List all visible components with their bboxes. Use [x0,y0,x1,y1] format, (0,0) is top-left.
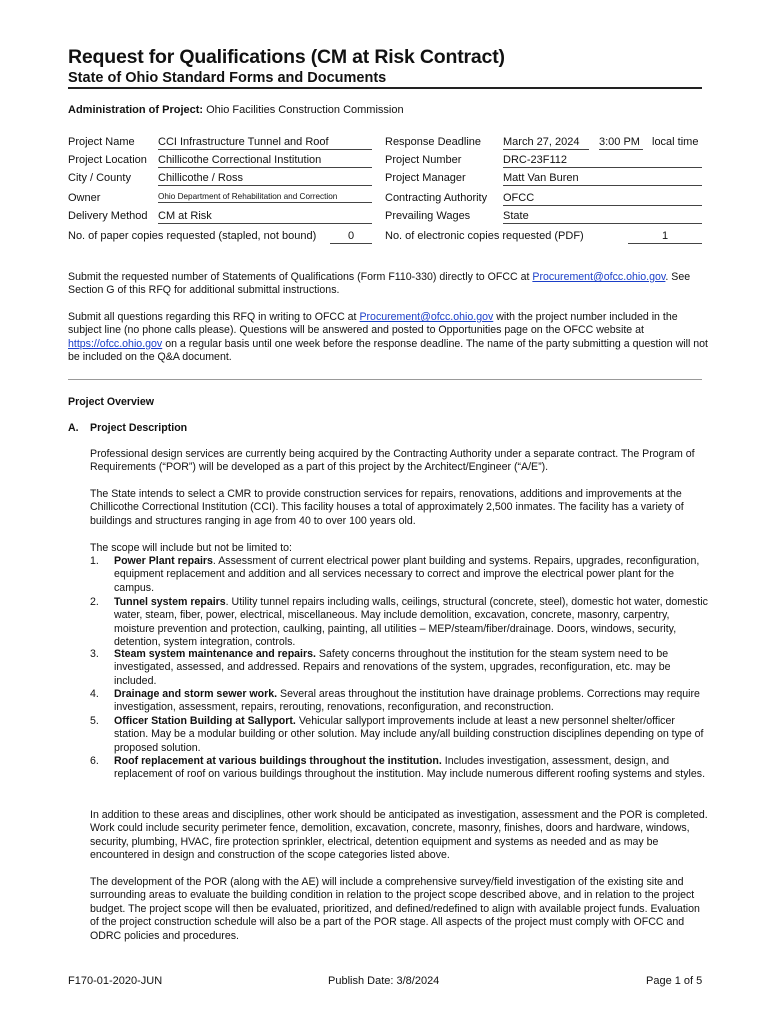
scope-item-title: Steam system maintenance and repairs. [114,648,316,660]
questions-email-link[interactable]: Procurement@ofcc.ohio.gov [359,311,494,323]
response-deadline-timezone: local time [652,136,699,148]
scope-item-text [114,688,710,715]
owner-label: Owner [68,192,101,204]
city-county-label: City / County [68,172,131,184]
scope-item-title: Roof replacement at various buildings throughout the institution. [114,755,442,767]
scope-item-title: Officer Station Building at Sallyport. [114,715,296,727]
scope-item-number: 1. [90,555,99,567]
project-name-label: Project Name [68,136,135,148]
project-manager-value: Matt Van Buren [503,172,702,186]
procurement-email-link[interactable]: Procurement@ofcc.ohio.gov [532,271,666,283]
section-title: Project Description [90,422,188,434]
project-description-heading [68,422,708,435]
paper-copies-label: No. of paper copies requested (stapled, not bound) [68,230,317,242]
scope-item-number: 5. [90,715,99,727]
scope-item-number: 3. [90,648,99,660]
document-subtitle: State of Ohio Standard Forms and Documents [68,70,387,86]
administration-line [68,104,404,116]
submission-text-a: Submit the requested number of Statements of Qualifications (Form F110-330) directly to OFCC at [68,271,530,283]
description-paragraph-1: Professional design services are currently being acquired by the Contracting Authority under a separate contract. The Program of Requirements (“POR”) will be developed as a part of this project by the Architect/Engineer (“A/E”). [90,448,695,474]
scope-item-title: Power Plant repairs [114,555,213,567]
contracting-authority-value: OFCC [503,192,702,206]
description-paragraph-4: The development of the POR (along with the AE) will include a comprehensive survey/field investigation of the existing site and surrounding areas to evaluate the building condition in relation to the project scope described above, and in relation to the project budget. The project scope will then be evaluated, prioritized, and defined/redefined to align with available project funds. Evaluation of the project construction schedule will also be a part of the POR stage. All aspects of the project must comply with OFCC and ODRC policies and procedures. [90,876,700,942]
scope-item-body: Includes investigation, assessment, design, and replacement of roof on various buildings throughout the institution. May include numerous different roofing systems and styles. [114,755,706,781]
response-deadline-label: Response Deadline [385,136,482,148]
form-id: F170-01-2020-JUN [68,975,163,987]
questions-paragraph [68,311,708,365]
scope-item-text [114,596,710,650]
contracting-authority-label: Contracting Authority [385,192,488,204]
section-letter: A. [68,422,79,434]
submission-text-b: . See Section G of this RFQ for additional submittal instructions. [68,271,691,297]
city-county-value: Chillicothe / Ross [158,172,372,186]
response-deadline-time: 3:00 PM [599,136,643,150]
scope-item-body: Vehicular sallyport improvements include at least a new personnel shelter/officer station. May be a modular building or other solution. May include any/all building construction disciplines depending on type of proposed solution. [114,715,704,754]
prevailing-wages-label: Prevailing Wages [385,210,471,222]
project-location-label: Project Location [68,154,147,166]
scope-item-body: . Utility tunnel repairs including walls, ceilings, structural (concrete, steel), domestic hot water, domestic water, steam, fiber, power, electrical, miscellaneous. May include demolition, excavation, concrete, masonry, carpentry, moisture prevention and protection, caulking, painting, all utilities – MEP/steam/fiber/drainage. Doors, windows, security, detention, system integration, controls. [114,596,708,649]
administration-label: Administration of Project: [68,104,204,116]
response-deadline-date: March 27, 2024 [503,136,589,150]
scope-item-text [114,715,710,755]
electronic-copies-value: 1 [628,230,702,244]
project-manager-label: Project Manager [385,172,466,184]
scope-item-number: 6. [90,755,99,767]
questions-text-b: with the project number included in the subject line (no phone calls please). Questions will be answered and posted to Opportunities page on the OFCC website at [68,311,678,337]
scope-item-body: Several areas throughout the institution have drainage problems. Corrections may require investigation, assessment, repairs, rerouting, renovations, reconfiguration, and reconstruction. [114,688,700,714]
project-overview-heading: Project Overview [68,396,154,408]
scope-item-title: Tunnel system repairs [114,596,226,608]
prevailing-wages-value: State [503,210,702,224]
scope-item-text [114,755,710,782]
scope-item-body: . Assessment of current electrical power plant building and systems. Repairs, upgrades, reconfiguration, equipment replacement and addition and all services necessary to correct and improve the electrical power plant for the campus. [114,555,700,594]
project-number-value: DRC-23F112 [503,154,702,168]
paper-copies-value: 0 [330,230,372,244]
scope-item-number: 2. [90,596,99,608]
electronic-copies-label: No. of electronic copies requested (PDF) [385,230,584,242]
publish-date: Publish Date: 3/8/2024 [328,975,440,987]
description-paragraph-2: The State intends to select a CMR to provide construction services for repairs, renovations, additions and improvements at the Chillicothe Correctional Institution (CCI). This facility houses a total of approximately 2,500 inmates. The facility has a variety of buildings and structures ranging in age from 40 to over 100 years old. [90,488,684,527]
project-number-label: Project Number [385,154,462,166]
project-location-value: Chillicothe Correctional Institution [158,154,372,168]
document-title: Request for Qualifications (CM at Risk Contract) [68,46,505,68]
delivery-method-value: CM at Risk [158,210,372,224]
administration-value: Ohio Facilities Construction Commission [206,104,404,116]
owner-value: Ohio Department of Rehabilitation and Correction [158,192,372,203]
questions-text-a: Submit all questions regarding this RFQ in writing to OFCC at [68,311,357,323]
scope-item-text [114,648,710,688]
description-paragraph-3: In addition to these areas and disciplines, other work should be anticipated as investigation, assessment and the POR is completed. Work could include security perimeter fence, demolition, excavation, concrete, masonry, finishes, doors and hardware, windows, security, plumbing, HVAC, fire protection sprinkler, electrical, detention equipment and systems as needed and as may be encountered in design and construction of the scope categories listed above. [90,809,708,862]
project-name-value: CCI Infrastructure Tunnel and Roof [158,136,372,150]
scope-intro: The scope will include but not be limited to: [90,542,292,554]
submission-paragraph [68,271,708,298]
page-number: Page 1 of 5 [646,975,703,987]
ofcc-website-link[interactable]: https://ofcc.ohio.gov [68,337,163,350]
scope-item-text [114,555,710,595]
scope-item-number: 4. [90,688,99,700]
title-divider [68,87,702,89]
section-divider [68,379,702,380]
scope-item-body: Safety concerns throughout the institution for the steam system need to be investigated, assessed, and addressed. Repairs and renovations of the system, upgrades, reconfiguration, etc. may be included. [114,648,671,687]
delivery-method-label: Delivery Method [68,210,148,222]
questions-text-c: on a regular basis until one week before the response deadline. The name of the party submitting a question will not be included on the Q&A document. [68,337,708,364]
scope-item-title: Drainage and storm sewer work. [114,688,278,700]
